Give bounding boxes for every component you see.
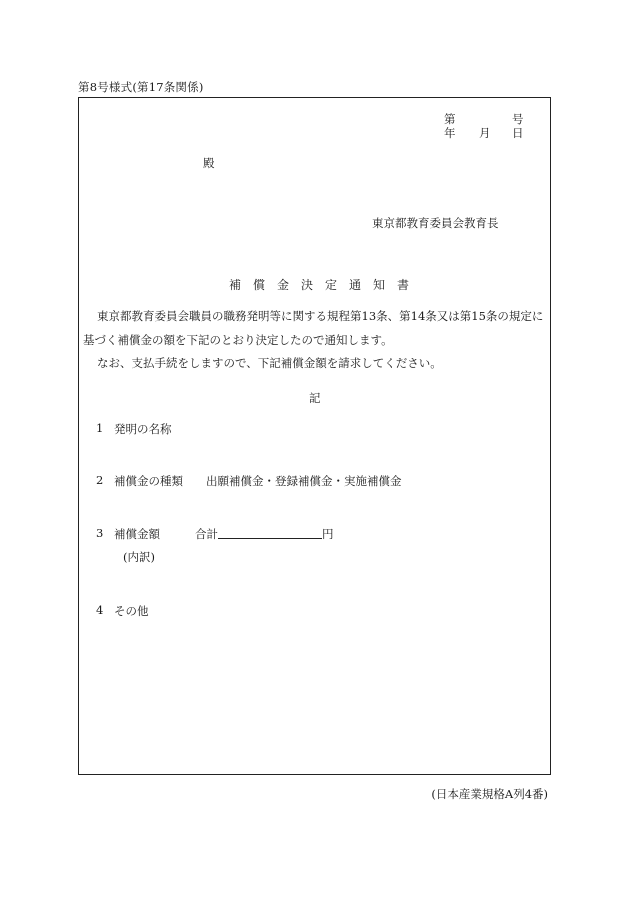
item-2-value: 出願補償金・登録補償金・実施補償金 (206, 474, 402, 488)
addressee-suffix: 殿 (203, 156, 215, 170)
total-label: 合計 (195, 527, 218, 541)
paper-size-note: (日本産業規格A列4番) (431, 787, 548, 801)
form-number-label: 第8号様式(第17条関係) (78, 80, 204, 94)
body-line-1: 東京都教育委員会職員の職務発明等に関する規程第13条、第14条又は第15条の規定に (97, 309, 544, 323)
item-1-label: 発明の名称 (114, 422, 172, 436)
item-4-number: 4 (96, 603, 104, 617)
form-frame (78, 97, 551, 775)
number-dai: 第 (444, 112, 456, 126)
body-line-3: なお、支払手続をしますので、下記補償金額を請求してください。 (97, 356, 442, 370)
item-3-label: 補償金額 (114, 527, 160, 541)
document-title: 補償金決定通知書 (229, 278, 422, 292)
total-amount-blank (218, 527, 322, 539)
item-4-label: その他 (114, 604, 149, 618)
ki-label: 記 (309, 391, 321, 405)
date-month: 月 (479, 126, 491, 140)
sender-name: 東京都教育委員会教育長 (372, 216, 499, 230)
item-2-number: 2 (96, 473, 104, 487)
date-year: 年 (444, 126, 456, 140)
item-1-number: 1 (96, 421, 104, 435)
body-line-2: 基づく補償金の額を下記のとおり決定したので通知します。 (83, 333, 393, 347)
item-3-total (195, 526, 334, 542)
number-go: 号 (512, 112, 524, 126)
total-unit: 円 (322, 527, 334, 541)
item-3-breakdown: (内訳) (123, 550, 155, 564)
item-2-label: 補償金の種類 (114, 474, 183, 488)
date-day: 日 (512, 126, 524, 140)
item-3-number: 3 (96, 526, 104, 540)
